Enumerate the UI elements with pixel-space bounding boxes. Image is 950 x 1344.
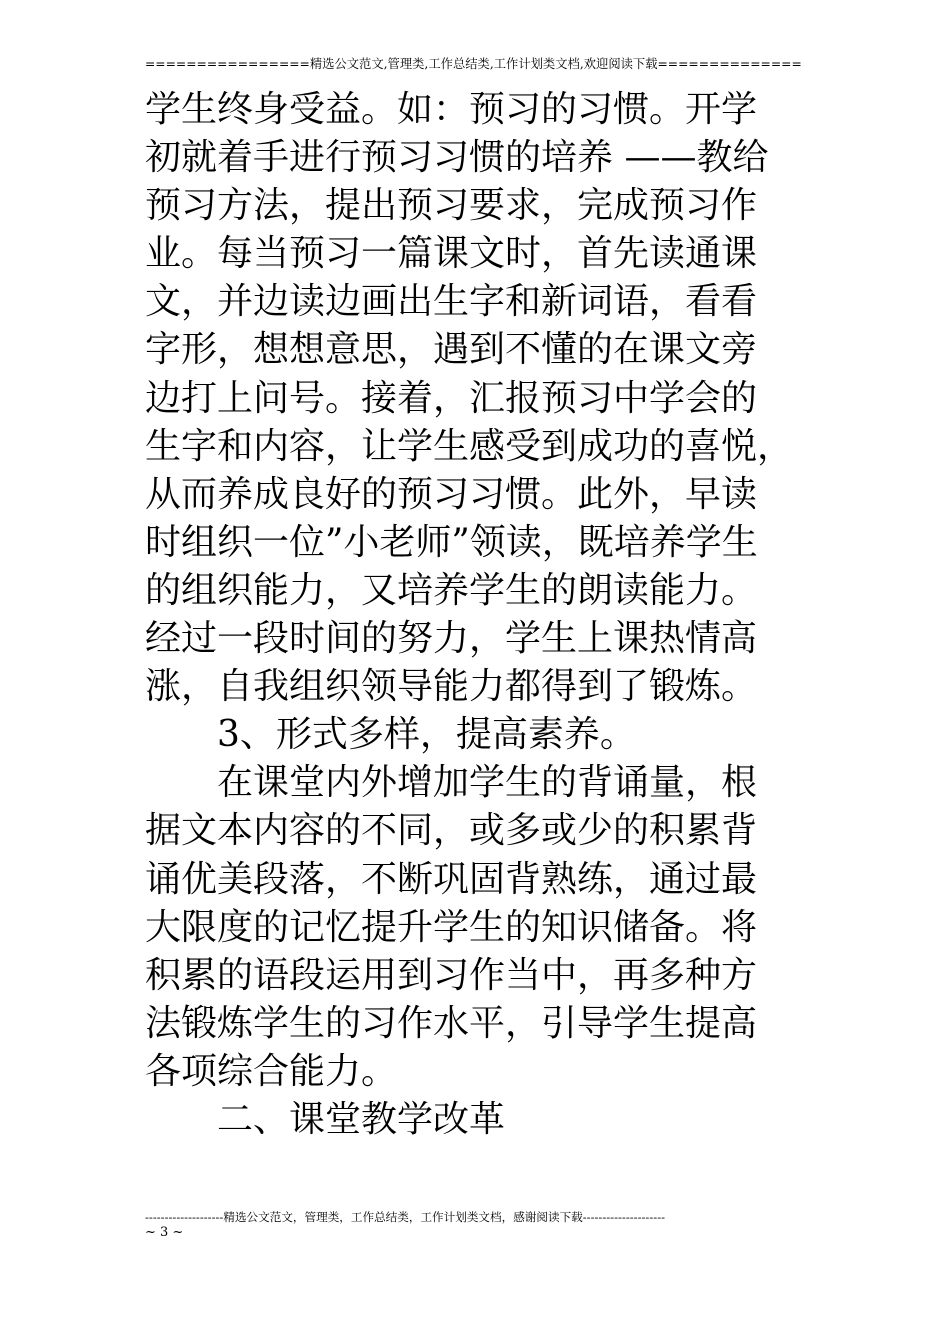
text-line: 业。每当预习一篇课文时，首先读通课 <box>145 233 758 275</box>
text-line: 涨，自我组织领导能力都得到了锻炼。 <box>145 666 758 708</box>
text-line: 积累的语段运用到习作当中，再多种方 <box>145 954 758 996</box>
text-line: 法锻炼学生的习作水平，引导学生提高 <box>145 1002 758 1044</box>
text-line: 的组织能力，又培养学生的朗读能力。 <box>145 569 758 611</box>
text-line: 文，并边读边画出生字和新词语，看看 <box>145 281 758 323</box>
text-line: 诵优美段落，不断巩固背熟练，通过最 <box>145 858 758 900</box>
section-heading: 3、形式多样，提高素养。 <box>217 714 636 756</box>
text-line: 据文本内容的不同，或多或少的积累背 <box>145 810 758 852</box>
text-line: 预习方法，提出预习要求，完成预习作 <box>145 185 758 227</box>
section-heading: 二、课堂教学改革 <box>217 1098 506 1140</box>
text-line: 大限度的记忆提升学生的知识储备。将 <box>145 906 758 948</box>
text-line: 经过一段时间的努力，学生上课热情高 <box>145 618 758 660</box>
text-line: 在课堂内外增加学生的背诵量，根 <box>217 762 758 804</box>
text-line: 初就着手进行预习习惯的培养 ——教给 <box>145 137 769 179</box>
text-line: 生字和内容，让学生感受到成功的喜悦， <box>145 425 794 467</box>
page-footer: --------------------精选公文范文，管理类，工作总结类，工作计划类文档，感谢阅读下载--------------------- <box>145 1210 666 1224</box>
text-line: 学生终身受益。如：预习的习惯。开学 <box>145 89 758 130</box>
document-body <box>145 86 810 1144</box>
text-line: 字形，想想意思，遇到不懂的在课文旁 <box>145 329 758 371</box>
text-line: 时组织一位”小老师”领读，既培养学生 <box>145 521 758 563</box>
page-header: ================精选公文范文,管理类,工作总结类,工作计划类文档,欢迎阅读下载============== <box>145 57 802 71</box>
text-line: 各项综合能力。 <box>145 1050 398 1092</box>
text-line: 边打上问号。接着，汇报预习中学会的 <box>145 377 758 419</box>
page-number: ~ 3 ~ <box>145 1225 184 1240</box>
text-line: 从而养成良好的预习习惯。此外，早读 <box>145 473 758 515</box>
